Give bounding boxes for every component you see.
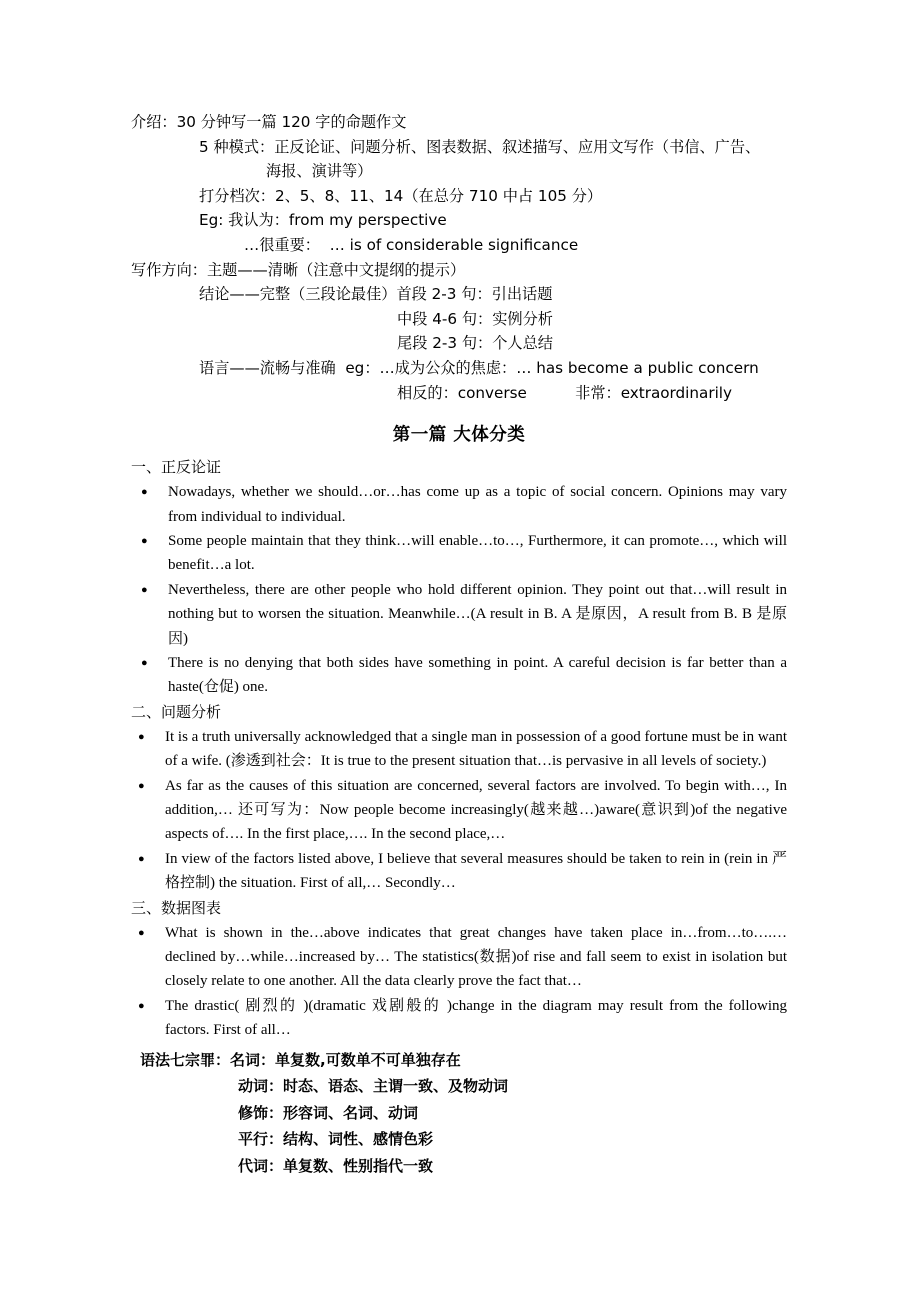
- list-item: ● It is a truth universally acknowledged that a single man in possession of a good fortune must be in want of a wife. (渗透到社会：It is true to the present situation that…is pervasive in all levels of society.): [131, 725, 787, 774]
- list-item: ● What is shown in the…above indicates that great changes have taken place in…from…to….… declined by…while…increased by… The statistics(数据)of rise and fall seem to exist in isolation but closely relate to one another. All the data clearly prove the fact that…: [131, 921, 787, 994]
- chapter-title: 第一篇 大体分类: [392, 425, 526, 446]
- intro-line-1: 介绍：30 分钟写一篇 120 字的命题作文: [131, 113, 407, 131]
- grammar-row: 平行：结构、词性、感情色彩: [238, 1130, 434, 1149]
- section-2-bullet-list: [131, 725, 787, 896]
- grammar-row: 代词：单复数、性别指代一致: [238, 1156, 434, 1175]
- list-item: ● Nowadays, whether we should…or…has come up as a topic of social concern. Opinions may vary from individual to individual.: [131, 480, 787, 529]
- section-heading-1: 一、正反论证: [131, 458, 222, 477]
- intro-line-3: 海报、演讲等）: [266, 162, 373, 181]
- intro-line-10: 尾段 2-3 句：个人总结: [397, 334, 553, 353]
- list-item: ● There is no denying that both sides have something in point. A careful decision is far better than a haste(仓促) one.: [131, 651, 787, 700]
- list-item: ● The drastic( 剧烈的 )(dramatic 戏剧般的 )change in the diagram may result from the following factors. First of all…: [131, 994, 787, 1043]
- document-body: [131, 110, 787, 1179]
- list-item: ● Some people maintain that they think…will enable…to…, Furthermore, it can promote…, which will benefit…a lot.: [131, 529, 787, 578]
- grammar-title-line: 语法七宗罪：名词：单复数,可数单不可单独存在: [140, 1050, 461, 1069]
- list-item: ● In view of the factors listed above, I believe that several measures should be taken to rein in (rein in 严格控制) the situation. First of all,… Secondly…: [131, 847, 787, 896]
- intro-line-5: Eg: 我认为：from my perspective: [199, 211, 447, 230]
- section-heading-2: 二、问题分析: [131, 702, 222, 721]
- intro-line-2: 5 种模式：正反论证、问题分析、图表数据、叙述描写、应用文写作（书信、广告、: [199, 137, 761, 156]
- intro-line-12: 相反的：converse 非常：extraordinarily: [397, 383, 732, 402]
- intro-line-11: 语言——流畅与准确 eg：…成为公众的焦虑：… has become a public concern: [199, 358, 759, 377]
- list-item: ● As far as the causes of this situation are concerned, several factors are involved. To begin with…, In addition,… 还可写为：Now people become increasingly(越来越…)aware(意识到)of the negative aspects of…. In the first place,…. In the second place,…: [131, 774, 787, 847]
- grammar-row: 修饰：形容词、名词、动词: [238, 1103, 419, 1122]
- grammar-row: 动词：时态、语态、主谓一致、及物动词: [238, 1077, 509, 1096]
- grammar-block: [140, 1047, 787, 1180]
- section-heading-3: 三、数据图表: [131, 898, 222, 917]
- intro-line-7: 写作方向：主题——清晰（注意中文提纲的提示）: [131, 260, 466, 279]
- intro-line-4: 打分档次：2、5、8、11、14（在总分 710 中占 105 分）: [199, 186, 603, 205]
- section-3-bullet-list: [131, 921, 787, 1043]
- intro-outline-block: [131, 110, 787, 405]
- intro-line-8: 结论——完整（三段论最佳）首段 2-3 句：引出话题: [199, 285, 553, 304]
- list-item: ● Nevertheless, there are other people who hold different opinion. They point out that…will result in nothing but to worsen the situation. Meanwhile…(A result in B. A 是原因，A result from B. B 是原因): [131, 578, 787, 651]
- intro-line-9: 中段 4-6 句：实例分析: [397, 309, 553, 328]
- section-1-bullet-list: [131, 480, 787, 700]
- intro-line-6: …很重要： … is of considerable significance: [244, 235, 579, 254]
